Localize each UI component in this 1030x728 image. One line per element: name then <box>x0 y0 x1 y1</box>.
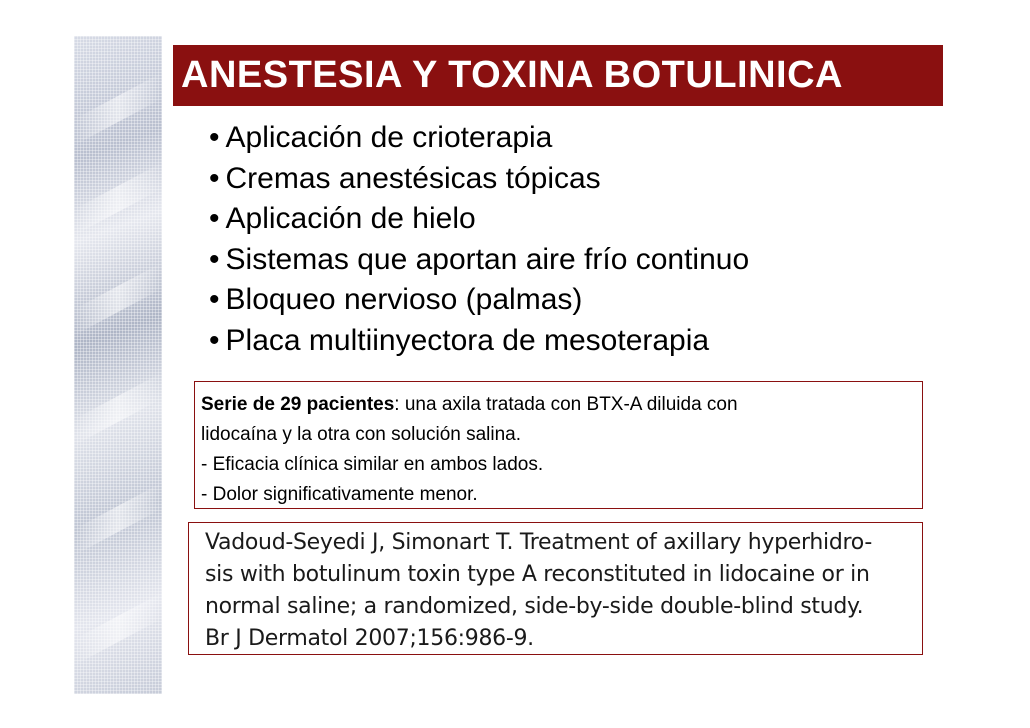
decorative-side-image <box>74 36 162 694</box>
reference-citation-box <box>188 522 923 655</box>
summary-line-2: lidocaína y la otra con solución salina. <box>201 424 522 445</box>
list-item <box>209 199 749 240</box>
reference-line: sis with botulinum toxin type A reconstituted in lidocaine or in <box>205 562 870 587</box>
bullet-text: Bloqueo nervioso (palmas) <box>225 283 583 316</box>
bullet-text: Aplicación de hielo <box>225 202 476 235</box>
summary-bold-lead: Serie de 29 pacientes <box>201 394 395 415</box>
bullet-marker: • <box>209 242 220 276</box>
slide-title: ANESTESIA Y TOXINA BOTULINICA <box>181 54 843 96</box>
reference-line: Br J Dermatol 2007;156:986-9. <box>205 626 534 651</box>
summary-line-1 <box>201 390 916 420</box>
bullet-marker: • <box>209 202 220 235</box>
summary-line-4: - Dolor significativamente menor. <box>201 484 478 505</box>
list-item <box>209 159 749 200</box>
bullet-text: Aplicación de crioterapia <box>225 121 553 154</box>
summary-line-3: - Eficacia clínica similar en ambos lados. <box>201 454 544 475</box>
bullet-marker: • <box>209 323 220 357</box>
title-bar <box>173 45 943 106</box>
bullet-text: Cremas anestésicas tópicas <box>225 161 601 195</box>
bullet-text: Placa multiinyectora de mesoterapia <box>225 323 710 357</box>
bullet-text: Sistemas que aportan aire frío continuo <box>225 242 750 276</box>
study-summary-box <box>194 381 923 509</box>
bullet-marker: • <box>209 161 220 195</box>
list-item <box>209 280 749 321</box>
list-item <box>209 321 749 362</box>
list-item <box>209 118 749 159</box>
bullet-list <box>209 118 749 361</box>
bullet-marker: • <box>209 121 220 154</box>
reference-line: Vadoud-Seyedi J, Simonart T. Treatment of axillary hyperhidro- <box>205 530 872 555</box>
summary-line-1-rest: : una axila tratada con BTX-A diluida con <box>394 394 738 415</box>
list-item <box>209 240 749 281</box>
bullet-marker: • <box>209 283 220 316</box>
reference-line: normal saline; a randomized, side-by-side double-blind study. <box>205 594 864 619</box>
